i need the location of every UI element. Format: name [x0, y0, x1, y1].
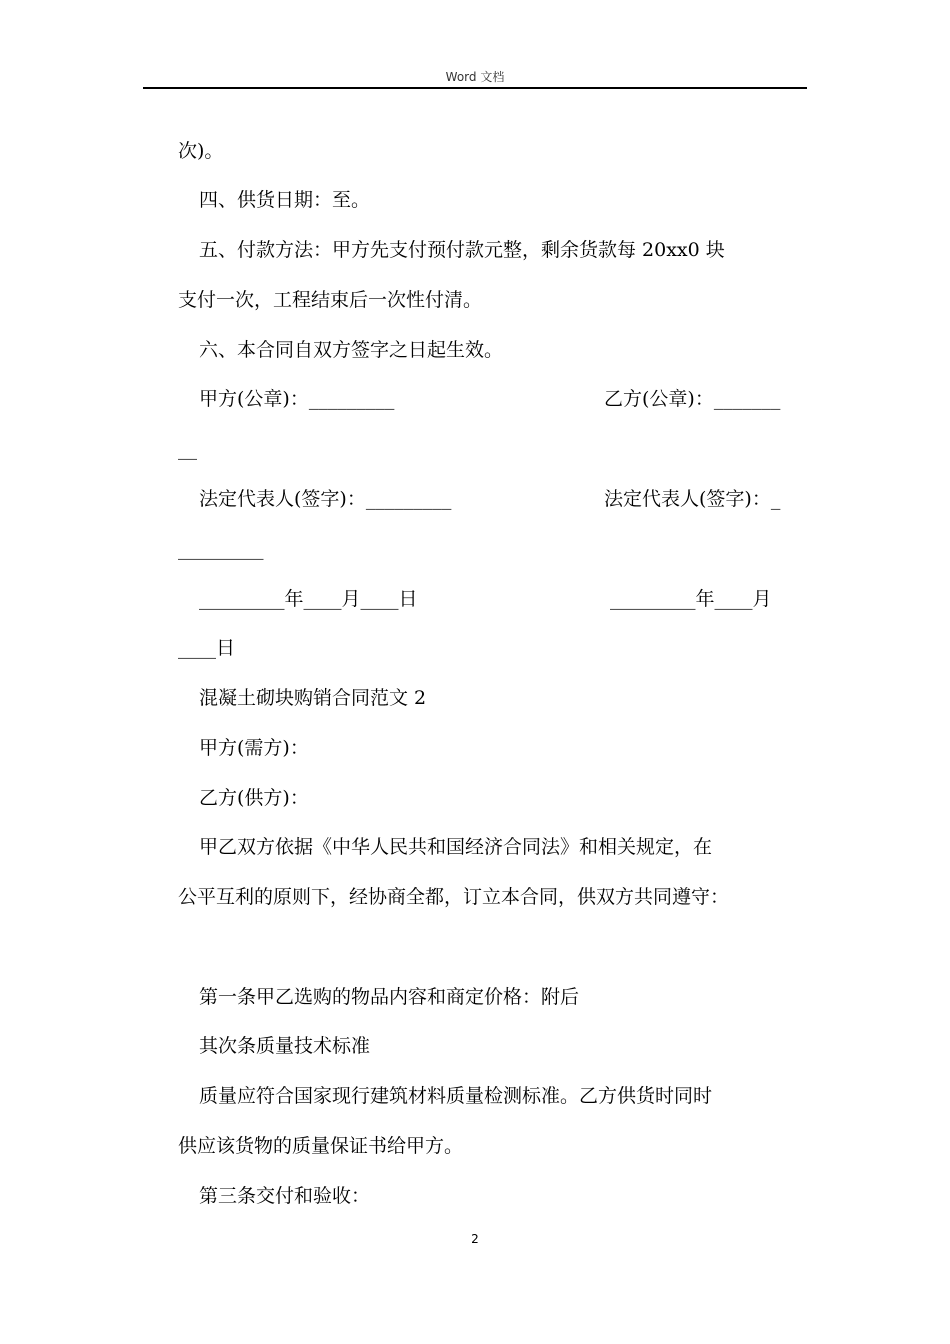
- page-number: 2: [471, 1232, 479, 1246]
- text-line: 质量应符合国家现行建筑材料质量检测标准。乙方供货时同时: [199, 1085, 713, 1107]
- text-line: ____日: [178, 637, 236, 659]
- party-b-seal-line: 乙方(公章)：_______: [604, 388, 781, 410]
- text-line: 其次条质量技术标准: [199, 1035, 371, 1057]
- text-line: 支付一次，工程结束后一次性付清。: [178, 289, 483, 311]
- text-line: 乙方(供方)：: [199, 787, 309, 809]
- text-line: 第一条甲乙选购的物品内容和商定价格：附后: [199, 986, 580, 1008]
- text-line: 第三条交付和验收：: [199, 1185, 371, 1207]
- party-a-seal-line: 甲方(公章)：_________: [199, 388, 395, 410]
- party-a-representative-line: 法定代表人(签字)：_________: [199, 488, 452, 510]
- text-line: __: [178, 438, 197, 460]
- page-header-title: Word 文档: [445, 70, 505, 84]
- party-b-date-line: _________年____月: [610, 588, 772, 610]
- text-line: 供应该货物的质量保证书给甲方。: [178, 1135, 464, 1157]
- text-line: 五、付款方法：甲方先支付预付款元整，剩余货款每 20xx0 块: [199, 239, 725, 261]
- text-line: 次)。: [178, 140, 224, 162]
- text-line: _________: [178, 538, 264, 560]
- header-divider: [143, 87, 807, 89]
- text-line: 六、本合同自双方签字之日起生效。: [199, 339, 504, 361]
- text-line: 公平互利的原则下，经协商全都，订立本合同，供双方共同遵守：: [178, 886, 730, 908]
- section-title: 混凝土砌块购销合同范文 2: [199, 687, 427, 709]
- text-line: 甲乙双方依据《中华人民共和国经济合同法》和相关规定，在: [199, 836, 713, 858]
- text-line: 甲方(需方)：: [199, 737, 309, 759]
- party-a-date-line: _________年____月____日: [199, 588, 418, 610]
- party-b-representative-line: 法定代表人(签字)：_: [604, 488, 781, 510]
- text-line: 四、供货日期：至。: [199, 189, 371, 211]
